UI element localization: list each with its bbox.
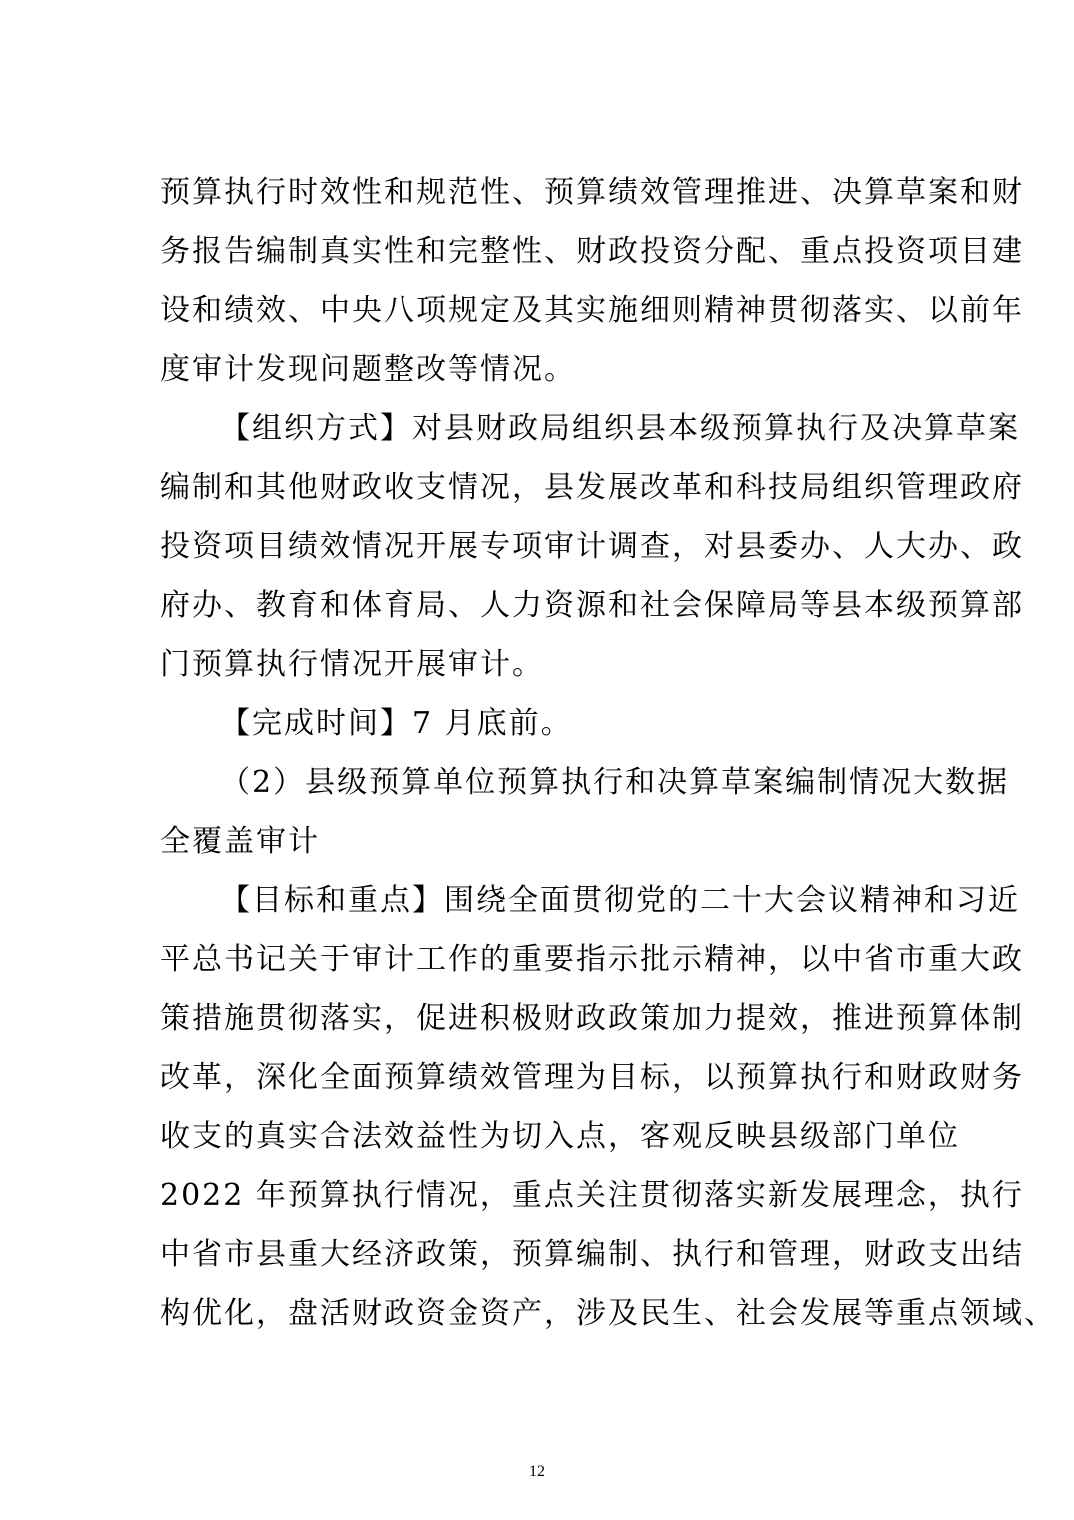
text-line: 【目标和重点】围绕全面贯彻党的二十大会议精神和习近 [220,883,1020,918]
page-number: 12 [529,1463,545,1480]
text-line: 编制和其他财政收支情况，县发展改革和科技局组织管理政府 [160,470,1024,505]
text-line: （2）县级预算单位预算执行和决算草案编制情况大数据 [220,765,1010,800]
text-line: 门预算执行情况开展审计。 [160,647,544,682]
text-line: 改革，深化全面预算绩效管理为目标，以预算执行和财政财务 [160,1060,1024,1095]
text-line: 2022 年预算执行情况，重点关注贯彻落实新发展理念，执行 [160,1178,1024,1213]
text-line: 收支的真实合法效益性为切入点，客观反映县级部门单位 [160,1119,960,1154]
text-line: 度审计发现问题整改等情况。 [160,352,576,387]
text-line: 全覆盖审计 [160,824,320,859]
text-line: 府办、教育和体育局、人力资源和社会保障局等县本级预算部 [160,588,1024,623]
text-line: 设和绩效、中央八项规定及其实施细则精神贯彻落实、以前年 [160,293,1024,328]
text-line: 【完成时间】7 月底前。 [220,706,573,741]
text-line: 策措施贯彻落实，促进积极财政政策加力提效，推进预算体制 [160,1001,1024,1036]
text-line: 【组织方式】对县财政局组织县本级预算执行及决算草案 [220,411,1020,446]
body-text [160,163,1056,1343]
text-line: 预算执行时效性和规范性、预算绩效管理推进、决算草案和财 [160,175,1024,210]
text-line: 投资项目绩效情况开展专项审计调查，对县委办、人大办、政 [160,529,1024,564]
text-line: 中省市县重大经济政策，预算编制、执行和管理，财政支出结 [160,1237,1024,1272]
text-line: 务报告编制真实性和完整性、财政投资分配、重点投资项目建 [160,234,1024,269]
text-line: 构优化，盘活财政资金资产，涉及民生、社会发展等重点领域、 [160,1296,1056,1331]
text-line: 平总书记关于审计工作的重要指示批示精神，以中省市重大政 [160,942,1024,977]
